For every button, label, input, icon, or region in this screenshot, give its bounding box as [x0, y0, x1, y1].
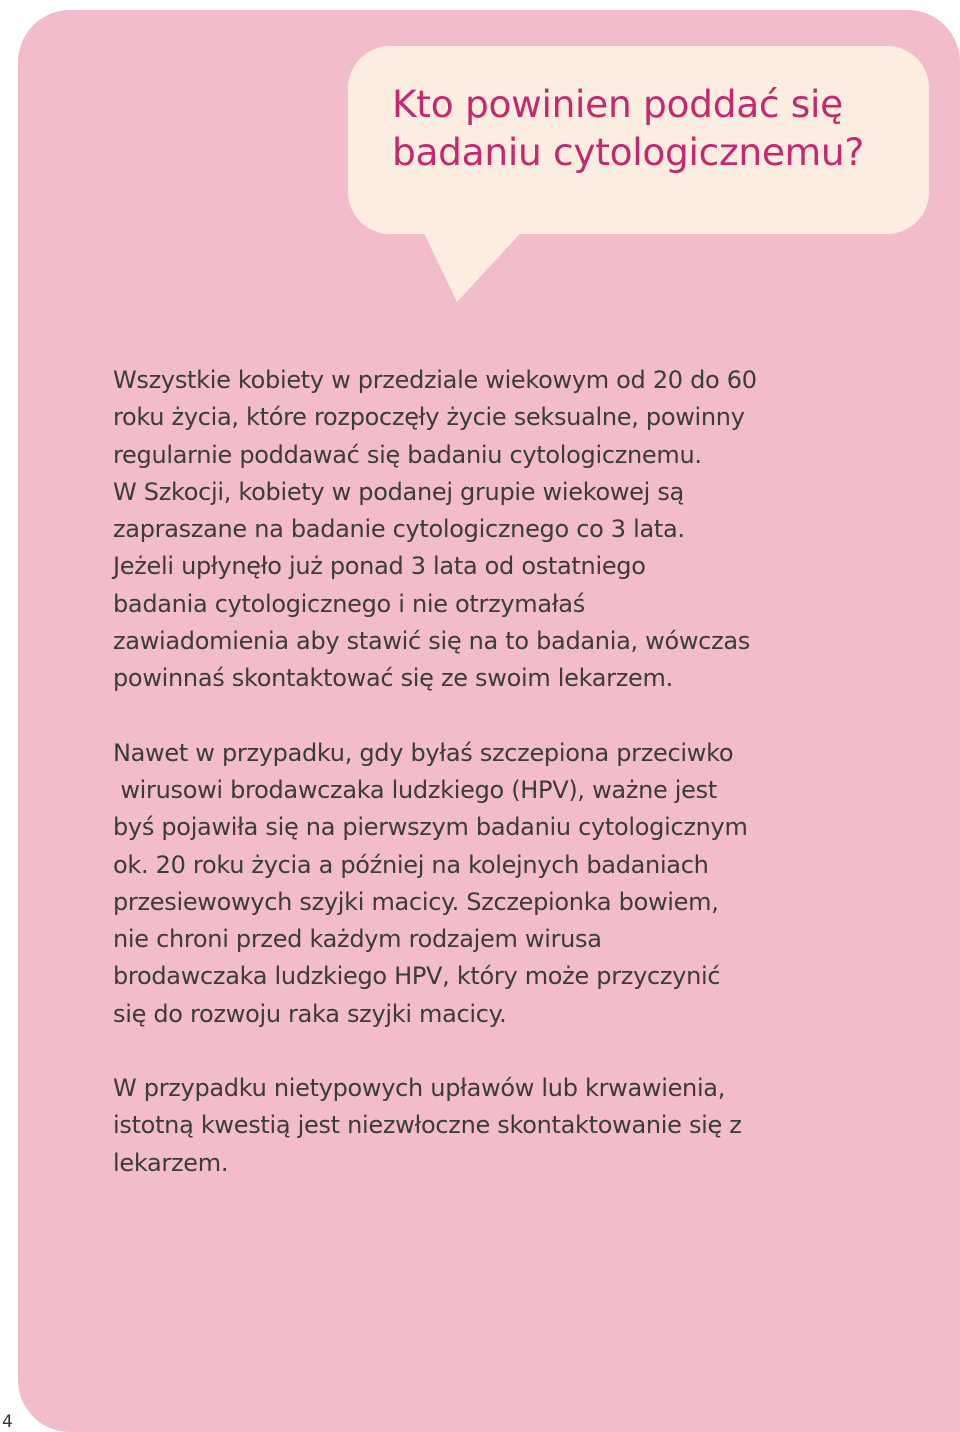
paragraph-2: [113, 735, 873, 1033]
title-line-2: badaniu cytologicznemu?: [392, 130, 864, 174]
paragraph-line: nie chroni przed każdym rodzajem wirusa: [113, 925, 602, 954]
paragraph-line: zapraszane na badanie cytologicznego co 3 lata.: [113, 515, 685, 544]
body-text: [113, 362, 873, 1219]
paragraph-line: lekarzem.: [113, 1148, 229, 1177]
paragraph-line: przesiewowych szyjki macicy. Szczepionka bowiem,: [113, 887, 719, 916]
paragraph-line: brodawczaka ludzkiego HPV, który może przyczynić: [113, 962, 721, 991]
paragraph-line: roku życia, które rozpoczęły życie seksualne, powinny: [113, 403, 745, 432]
page-title: [392, 80, 929, 176]
speech-bubble: [348, 46, 929, 234]
paragraph-1: [113, 362, 873, 698]
paragraph-line: regularnie poddawać się badaniu cytologicznemu.: [113, 440, 702, 469]
paragraph-line: istotną kwestią jest niezwłoczne skontaktowanie się z: [113, 1111, 742, 1140]
paragraph-line: badania cytologicznego i nie otrzymałaś: [113, 589, 585, 618]
paragraph-line: W Szkocji, kobiety w podanej grupie wiekowej są: [113, 477, 684, 506]
paragraph-line: się do rozwoju raka szyjki macicy.: [113, 999, 507, 1028]
paragraph-line: zawiadomienia aby stawić się na to badania, wówczas: [113, 627, 750, 656]
paragraph-line: W przypadku nietypowych upławów lub krwawienia,: [113, 1074, 726, 1103]
paragraph-line: powinnaś skontaktować się ze swoim lekarzem.: [113, 664, 673, 693]
page-number: 4: [2, 1412, 13, 1432]
paragraph-line: wirusowi brodawczaka ludzkiego (HPV), ważne jest: [113, 775, 717, 804]
title-line-1: Kto powinien poddać się: [392, 82, 843, 126]
paragraph-line: Jeżeli upłynęło już ponad 3 lata od ostatniego: [113, 552, 646, 581]
paragraph-line: Nawet w przypadku, gdy byłaś szczepiona przeciwko: [113, 738, 734, 767]
paragraph-line: Wszystkie kobiety w przedziale wiekowym od 20 do 60: [113, 366, 757, 394]
paragraph-line: byś pojawiła się na pierwszym badaniu cytologicznym: [113, 813, 748, 842]
paragraph-line: ok. 20 roku życia a później na kolejnych badaniach: [113, 850, 709, 879]
paragraph-3: [113, 1070, 873, 1182]
